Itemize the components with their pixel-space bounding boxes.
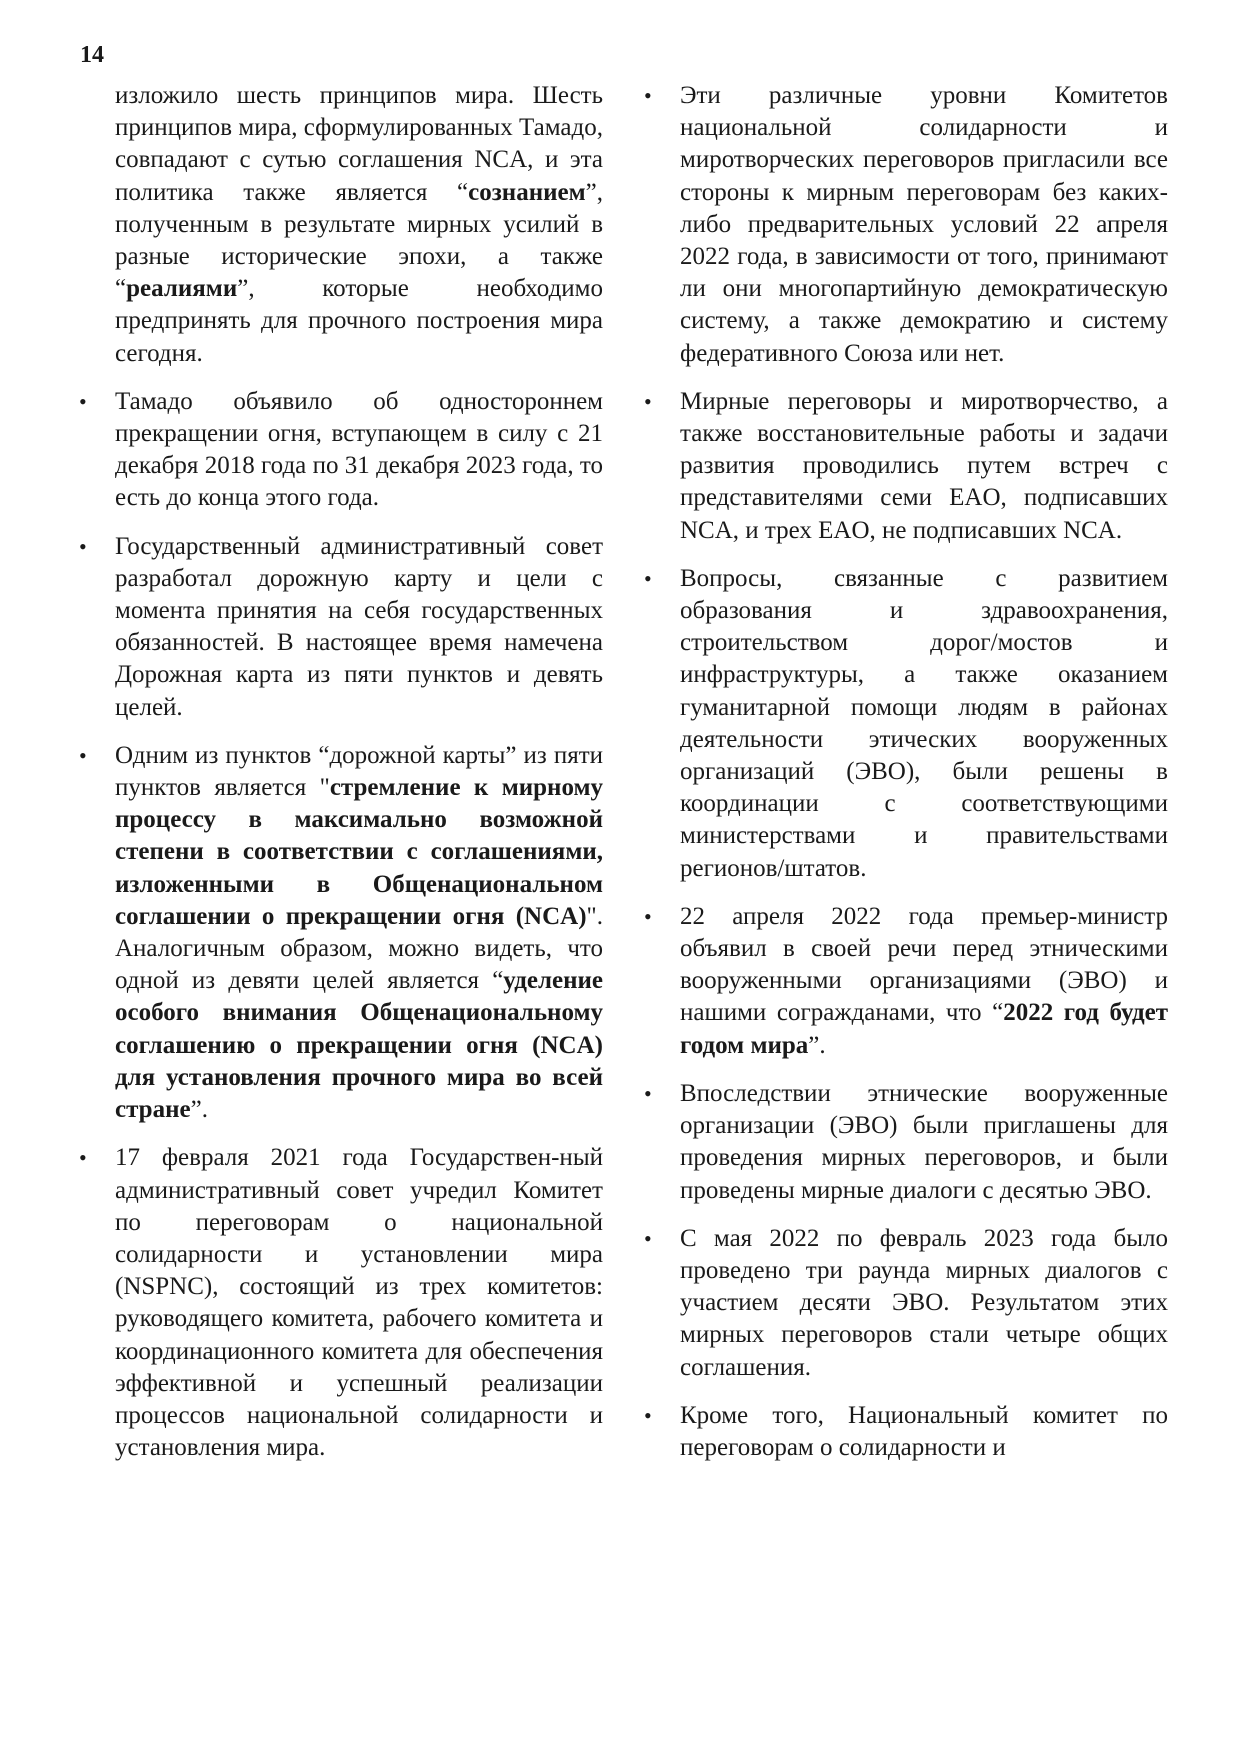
text-run: 22 апреля 2022 года премьер-министр объявил в своей речи перед этническими вооруженными организациями (ЭВО) и нашими согражданами, что “ [680, 902, 1168, 1027]
text-run: ”. [190, 1096, 208, 1124]
text-run: Впоследствии этнические вооруженные организации (ЭВО) были приглашены для проведения мирных переговоров, и были проведены мирные диалоги с десятью ЭВО. [680, 1079, 1168, 1204]
right-paragraph-7 [680, 1400, 1168, 1464]
bold-text: реалиями [126, 275, 238, 303]
page-number: 14 [80, 42, 104, 68]
text-run: ”, которые необходимо предпринять для прочного построения мира сегодня. [115, 275, 603, 367]
text-run: ”. [808, 1031, 826, 1059]
right-column [680, 80, 1168, 1480]
left-paragraph-5 [115, 1142, 603, 1464]
text-run: изложило шесть принципов мира. Шесть принципов мира, сформулированных Тамадо, совпадают с сутью соглашения NCA, и эта политика также является “ [115, 82, 603, 206]
bold-text: 2022 год будет годом мира [680, 999, 1168, 1059]
left-paragraph-2 [115, 386, 603, 515]
left-paragraph-1 [115, 80, 603, 370]
right-paragraph-6 [680, 1223, 1168, 1384]
text-run: Эти различные уровни Комитетов национальной солидарности и миротворческих переговоров пригласили все стороны к мирным переговорам без каких-либо предварительных условий 22 апреля 2022 года, в зависимости от того, принимают ли они многопартийную демократическую систему, а также демократию и систему федеративного Союза или нет. [680, 82, 1168, 367]
bold-text: сознанием [468, 178, 586, 206]
text-run: Вопросы, связанные с развитием образования и здравоохранения, строительством дорог/мостов и инфраструктуры, а также оказанием гуманитарной помощи людям в районах деятельности этических вооруженных организаций (ЭВО), были решены в координации с соответствующими министерствами и правительствами регионов/штатов. [680, 564, 1168, 882]
right-paragraph-5 [680, 1078, 1168, 1207]
left-paragraph-3 [115, 531, 603, 724]
right-paragraph-3 [680, 563, 1168, 885]
right-paragraph-1 [680, 80, 1168, 370]
text-run: Государственный административный совет разработал дорожную карту и цели с момента принятия на себя государственных обязанностей. В настоящее время намечена Дорожная карта из пяти пунктов и девять целей. [115, 532, 603, 721]
bold-text: стремление к мирному процессу в максимально возможной степени в соответствии с соглашениями, изложенными в Общенациональном соглашении о прекращении огня (NCA) [115, 774, 603, 930]
text-run: Мирные переговоры и миротворчество, а также восстановительные работы и задачи развития проводились путем встреч с представителями семи EAO, подписавших NCA, и трех EAO, не подписавших NCA. [680, 387, 1168, 544]
text-run: ”, полученным в результате мирных усилий в разные исторические эпохи, а также “ [115, 178, 603, 303]
left-column [115, 80, 603, 1480]
right-paragraph-2 [680, 386, 1168, 547]
text-run: С мая 2022 по февраль 2023 года было проведено три раунда мирных диалогов с участием десяти ЭВО. Результатом этих мирных переговоров стали четыре общих соглашения. [680, 1224, 1168, 1381]
text-run: ". Аналогичным образом, можно видеть, что одной из девяти целей является “ [115, 902, 603, 995]
bold-text: уделение особого внимания Общенациональному соглашению о прекращении огня (NCA) для установления прочного мира во всей стране [115, 967, 603, 1124]
text-run: Кроме того, Национальный комитет по переговорам о солидарности и [680, 1401, 1168, 1461]
text-run: 17 февраля 2021 года Государствен-ный административный совет учредил Комитет по переговорам о национальной солидарности и установлении мира (NSPNC), состоящий из трех комитетов: руководящего комитета, рабочего комитета и координационного комитета для обеспечения эффективной и успешный реализации процессов национальной солидарности и установления мира. [115, 1144, 603, 1462]
text-run: Тамадо объявило об одностороннем прекращении огня, вступающем в силу с 21 декабря 2018 года по 31 декабря 2023 года, то есть до конца этого года. [115, 387, 603, 512]
right-paragraph-4 [680, 901, 1168, 1062]
text-run: Одним из пунктов “дорожной карты” из пяти пунктов является " [115, 741, 603, 802]
left-paragraph-4 [115, 740, 603, 1126]
